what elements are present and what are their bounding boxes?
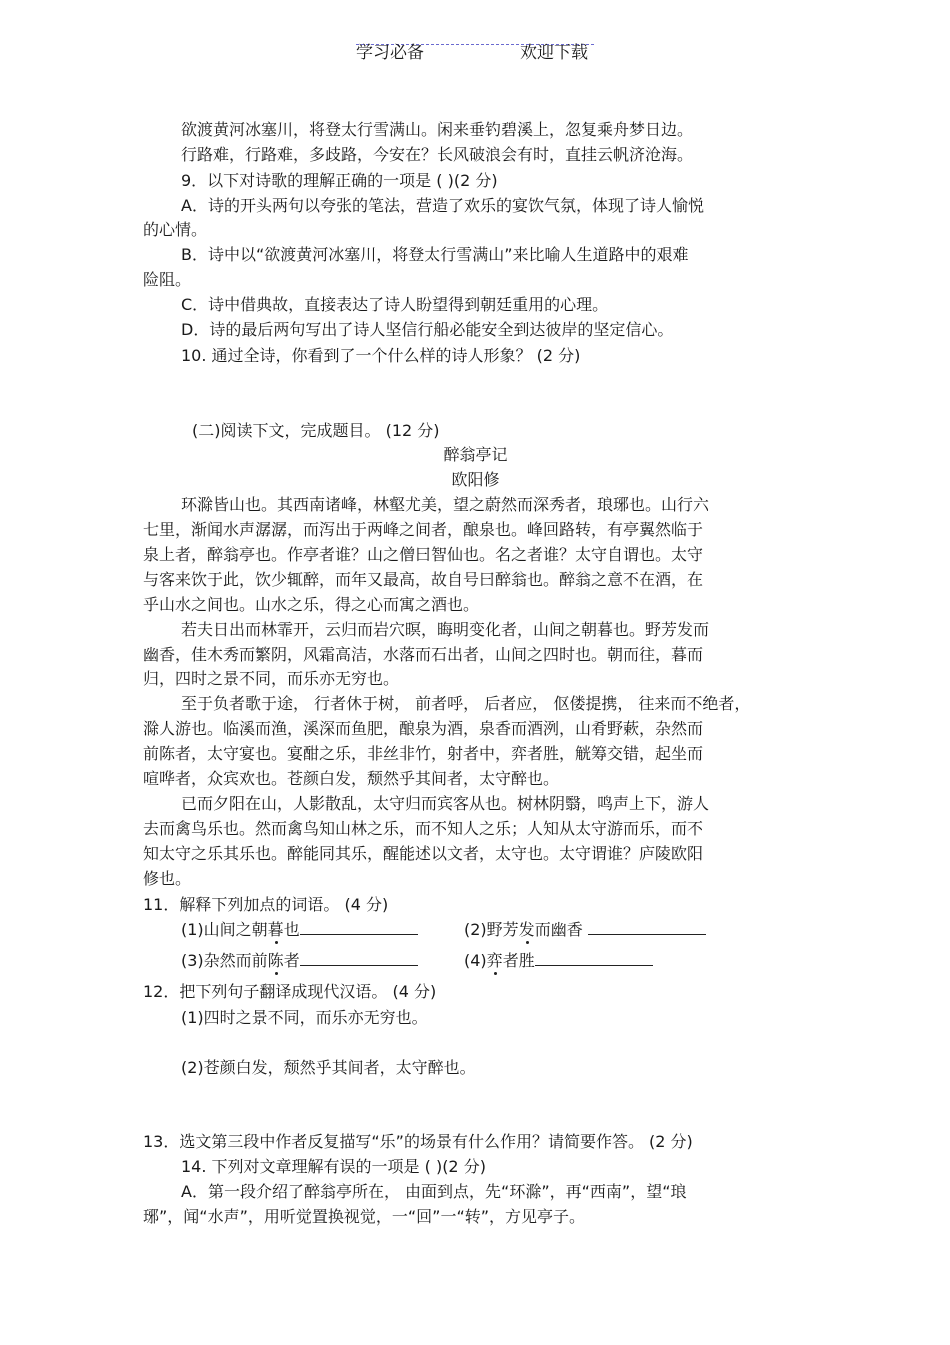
q12-sentence-1: (1)四时之景不同，而乐亦无穷也。 (181, 1008, 428, 1027)
q9-option-d: D．诗的最后两句写出了诗人坚信行船必能安全到达彼岸的坚定信心。 (181, 320, 674, 339)
passage-line: 泉上者，醉翁亭也。作亭者谁？山之僧曰智仙也。名之者谁？太守自谓也。太守 (143, 545, 704, 564)
poem-line: 行路难，行路难，多歧路，今安在？长风破浪会有时，直挂云帆济沧海。 (181, 145, 694, 164)
passage-line: 修也。 (143, 869, 192, 888)
q11-item-2: (2)野芳发而幽香 (464, 918, 950, 942)
question-9: 9．以下对诗歌的理解正确的一项是 ( )(2 分) (181, 171, 498, 190)
passage-line: 若夫日出而林霏开，云归而岩穴暝，晦明变化者，山间之朝暮也。野芳发而 (181, 620, 710, 639)
question-10: 10. 通过全诗，你看到了一个什么样的诗人形象？ (2 分) (181, 346, 581, 365)
passage-line: 前陈者，太守宴也。宴酣之乐，非丝非竹，射者中，弈者胜，觥筹交错，起坐而 (143, 744, 704, 763)
passage-line: 与客来饮于此，饮少辄醉，而年又最高，故自号曰醉翁也。醉翁之意不在酒，在 (143, 570, 704, 589)
passage-title: 醉翁亭记 (443, 445, 508, 464)
page-header (356, 42, 594, 63)
question-13: 13．选文第三段中作者反复描写“乐”的场景有什么作用？请简要作答。 (2 分) (143, 1132, 693, 1151)
header-left-text: 学习必备 (356, 43, 424, 63)
passage-line: 至于负者歌于途， 行者休于树， 前者呼， 后者应， 伛偻提携， 往来而不绝者， (181, 694, 751, 713)
answer-blank[interactable] (300, 949, 418, 966)
passage-line: 喧哗者，众宾欢也。苍颜白发，颓然乎其间者，太守醉也。 (143, 769, 560, 788)
q9-option-b: B．诗中以“欲渡黄河冰塞川，将登太行雪满山”来比喻人生道路中的艰难 (181, 245, 689, 264)
header-right-text: 欢迎下载 (520, 43, 588, 63)
passage-line: 滁人游也。临溪而渔，溪深而鱼肥，酿泉为酒，泉香而酒洌，山肴野蔌，杂然而 (143, 719, 704, 738)
passage-line: 去而禽鸟乐也。然而禽鸟知山林之乐，而不知人之乐；人知从太守游而乐，而不 (143, 819, 704, 838)
question-12: 12．把下列句子翻译成现代汉语。 (4 分) (143, 982, 437, 1001)
passage-line: 七里，渐闻水声潺潺，而泻出于两峰之间者，酿泉也。峰回路转，有亭翼然临于 (143, 520, 704, 539)
q11-item-1: (1)山间之朝暮也 (181, 918, 846, 942)
passage-line: 归，四时之景不同，而乐亦无穷也。 (143, 669, 400, 688)
poem-line: 欲渡黄河冰塞川，将登太行雪满山。闲来垂钓碧溪上，忽复乘舟梦日边。 (181, 120, 694, 139)
q9-option-a-cont: 的心情。 (143, 220, 208, 239)
answer-blank[interactable] (300, 918, 418, 935)
q12-sentence-2: (2)苍颜白发，颓然乎其间者，太守醉也。 (181, 1058, 476, 1077)
question-14: 14. 下列对文章理解有误的一项是 ( )(2 分) (181, 1157, 486, 1176)
passage-line: 幽香，佳木秀而繁阴，风霜高洁，水落而石出者，山间之四时也。朝而往，暮而 (143, 645, 704, 664)
q9-option-a: A．诗的开头两句以夸张的笔法，营造了欢乐的宴饮气氛，体现了诗人愉悦 (181, 196, 704, 215)
question-11: 11．解释下列加点的词语。 (4 分) (143, 895, 389, 914)
passage-author: 欧阳修 (451, 470, 500, 489)
q11-item-4: (4)弈者胜 (464, 949, 950, 973)
q14-option-a-cont: 琊”，闻“水声”，用听觉置换视觉，一“回”一“转”，方见亭子。 (143, 1207, 586, 1226)
q9-option-c: C．诗中借典故，直接表达了诗人盼望得到朝廷重用的心理。 (181, 295, 609, 314)
answer-blank[interactable] (588, 918, 706, 935)
answer-blank[interactable] (535, 949, 653, 966)
passage-line: 知太守之乐其乐也。醉能同其乐，醒能述以文者，太守也。太守谓谁？庐陵欧阳 (143, 844, 704, 863)
passage-line: 乎山水之间也。山水之乐，得之心而寓之酒也。 (143, 595, 480, 614)
q14-option-a: A．第一段介绍了醉翁亭所在， 由面到点，先“环滁”，再“西南”，望“琅 (181, 1182, 687, 1201)
passage-line: 环滁皆山也。其西南诸峰，林壑尤美，望之蔚然而深秀者，琅琊也。山行六 (181, 495, 710, 514)
q9-option-b-cont: 险阻。 (143, 270, 192, 289)
passage-line: 已而夕阳在山，人影散乱，太守归而宾客从也。树林阴翳，鸣声上下，游人 (181, 794, 710, 813)
q11-item-3: (3)杂然而前陈者 (181, 949, 846, 973)
section-2-intro: (二)阅读下文，完成题目。 (12 分) (192, 421, 440, 440)
